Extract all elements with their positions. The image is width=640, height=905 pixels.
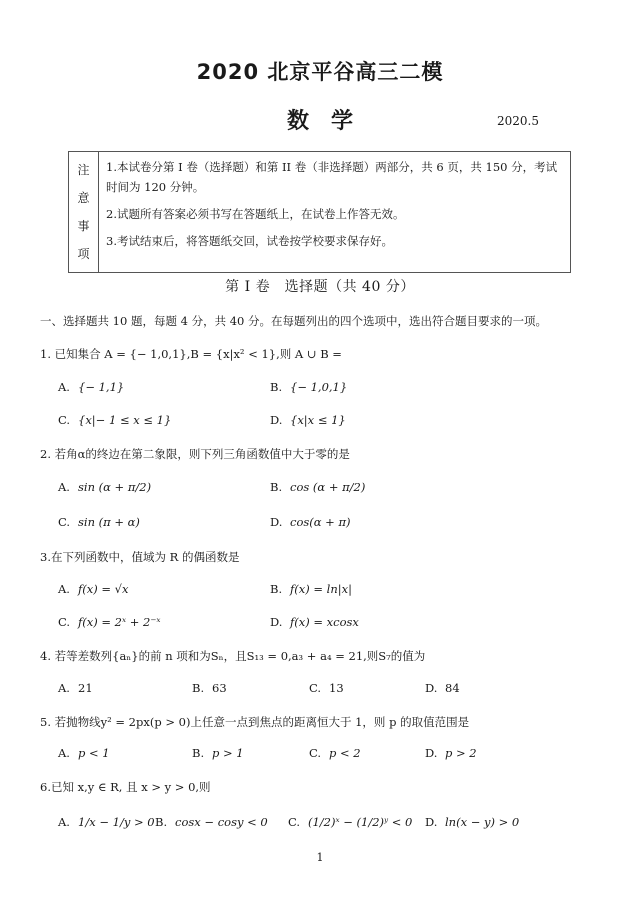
option-text: f(x) = ln|x| — [290, 582, 352, 596]
question-4-option-d — [425, 681, 460, 695]
option-text: p < 1 — [78, 746, 110, 760]
question-6-option-c — [288, 815, 412, 829]
option-text: {x|x ≤ 1} — [290, 413, 346, 427]
option-text: {− 1,1} — [78, 380, 125, 394]
notice-side-label — [69, 152, 99, 272]
notice-item: 1.本试卷分第 I 卷（选择题）和第 II 卷（非选择题）两部分，共 6 页，共 150 分，考试时间为 120 分钟。 — [106, 160, 558, 194]
option-text: sin (π + α) — [78, 515, 140, 529]
notice-item: 2.试题所有答案必须书写在答题纸上，在试卷上作答无效。 — [106, 207, 405, 221]
notice-content — [99, 152, 570, 272]
option-label: B. — [155, 815, 168, 829]
question-2-option-b — [270, 480, 365, 494]
question-5-option-a — [58, 746, 110, 760]
notice-item: 3.考试结束后，将答题纸交回，试卷按学校要求保存好。 — [106, 234, 393, 248]
option-label: C. — [58, 615, 71, 629]
option-text: 84 — [445, 681, 460, 695]
question-4-option-c — [309, 681, 344, 695]
option-text: 1/x − 1/y > 0 — [78, 815, 155, 829]
question-2-option-d — [270, 515, 351, 529]
option-label: C. — [58, 413, 71, 427]
option-text: {− 1,0,1} — [290, 380, 348, 394]
question-2-option-c — [58, 515, 140, 529]
option-label: D. — [270, 413, 283, 427]
question-3-stem: 3.在下列函数中，值域为 R 的偶函数是 — [40, 550, 240, 564]
question-3-option-d — [270, 615, 359, 629]
question-4-option-a — [58, 681, 93, 695]
option-text: (1/2)ˣ − (1/2)ʸ < 0 — [308, 815, 413, 829]
notice-side-char: 意 — [77, 191, 90, 205]
option-label: C. — [309, 746, 322, 760]
question-3-option-b — [270, 582, 352, 596]
option-text: p > 1 — [212, 746, 244, 760]
option-text: {x|− 1 ≤ x ≤ 1} — [78, 413, 172, 427]
option-text: f(x) = √x — [78, 582, 129, 596]
option-label: D. — [270, 615, 283, 629]
question-6-option-b — [155, 815, 268, 829]
question-1-option-b — [270, 380, 347, 394]
option-text: cos(α + π) — [290, 515, 351, 529]
question-1-stem: 1. 已知集合 A = {− 1,0,1},B = {x|x² < 1},则 A ∪ B = — [40, 347, 342, 361]
option-text: p > 2 — [445, 746, 477, 760]
exam-date: 2020.5 — [497, 114, 539, 128]
question-4-option-b — [192, 681, 227, 695]
question-5-option-c — [309, 746, 361, 760]
question-4-stem: 4. 若等差数列{aₙ}的前 n 项和为Sₙ，且S₁₃ = 0,a₃ + a₄ = 21,则S₇的值为 — [40, 649, 426, 663]
option-text: f(x) = 2ˣ + 2⁻ˣ — [78, 615, 161, 629]
notice-side-char: 事 — [77, 219, 90, 233]
option-label: C. — [58, 515, 71, 529]
question-5-option-b — [192, 746, 244, 760]
option-text: sin (α + π/2) — [78, 480, 152, 494]
option-label: B. — [192, 746, 205, 760]
section-heading: 第 I 卷 选择题（共 40 分） — [225, 279, 415, 295]
notice-box — [68, 151, 571, 273]
page-title: 2020 北京平谷高三二模 — [196, 60, 444, 84]
question-1-option-a — [58, 380, 124, 394]
question-6-stem: 6.已知 x,y ∈ R, 且 x > y > 0,则 — [40, 780, 211, 794]
option-text: 63 — [212, 681, 227, 695]
option-text: 21 — [78, 681, 93, 695]
question-6-option-d — [425, 815, 519, 829]
option-text: 13 — [329, 681, 344, 695]
option-label: D. — [270, 515, 283, 529]
option-text: f(x) = xcosx — [290, 615, 359, 629]
question-1-option-d — [270, 413, 346, 427]
option-label: D. — [425, 746, 438, 760]
option-label: A. — [58, 815, 70, 829]
question-3-option-c — [58, 615, 160, 629]
option-label: C. — [309, 681, 322, 695]
question-1-option-c — [58, 413, 171, 427]
section-intro: 一、选择题共 10 题，每题 4 分，共 40 分。在每题列出的四个选项中，选出符合题目要求的一项。 — [40, 314, 548, 328]
option-label: A. — [58, 380, 70, 394]
option-text: p < 2 — [329, 746, 361, 760]
page-number: 1 — [316, 851, 324, 864]
question-5-option-d — [425, 746, 477, 760]
option-text: cosx − cosy < 0 — [175, 815, 268, 829]
question-3-option-a — [58, 582, 128, 596]
option-label: A. — [58, 582, 70, 596]
option-label: A. — [58, 681, 70, 695]
option-label: C. — [288, 815, 301, 829]
question-2-option-a — [58, 480, 151, 494]
option-label: B. — [192, 681, 205, 695]
question-5-stem: 5. 若抛物线y² = 2px(p > 0)上任意一点到焦点的距离恒大于 1，则 p 的取值范围是 — [40, 715, 470, 729]
option-label: D. — [425, 681, 438, 695]
option-label: D. — [425, 815, 438, 829]
option-label: A. — [58, 746, 70, 760]
option-label: B. — [270, 380, 283, 394]
option-label: B. — [270, 480, 283, 494]
question-6-option-a — [58, 815, 155, 829]
option-text: ln(x − y) > 0 — [445, 815, 520, 829]
notice-side-char: 注 — [77, 163, 90, 177]
option-label: A. — [58, 480, 70, 494]
option-text: cos (α + π/2) — [290, 480, 366, 494]
question-2-stem: 2. 若角α的终边在第二象限，则下列三角函数值中大于零的是 — [40, 447, 350, 461]
subject-title: 数 学 — [286, 109, 353, 134]
option-label: B. — [270, 582, 283, 596]
notice-side-char: 项 — [77, 247, 90, 261]
